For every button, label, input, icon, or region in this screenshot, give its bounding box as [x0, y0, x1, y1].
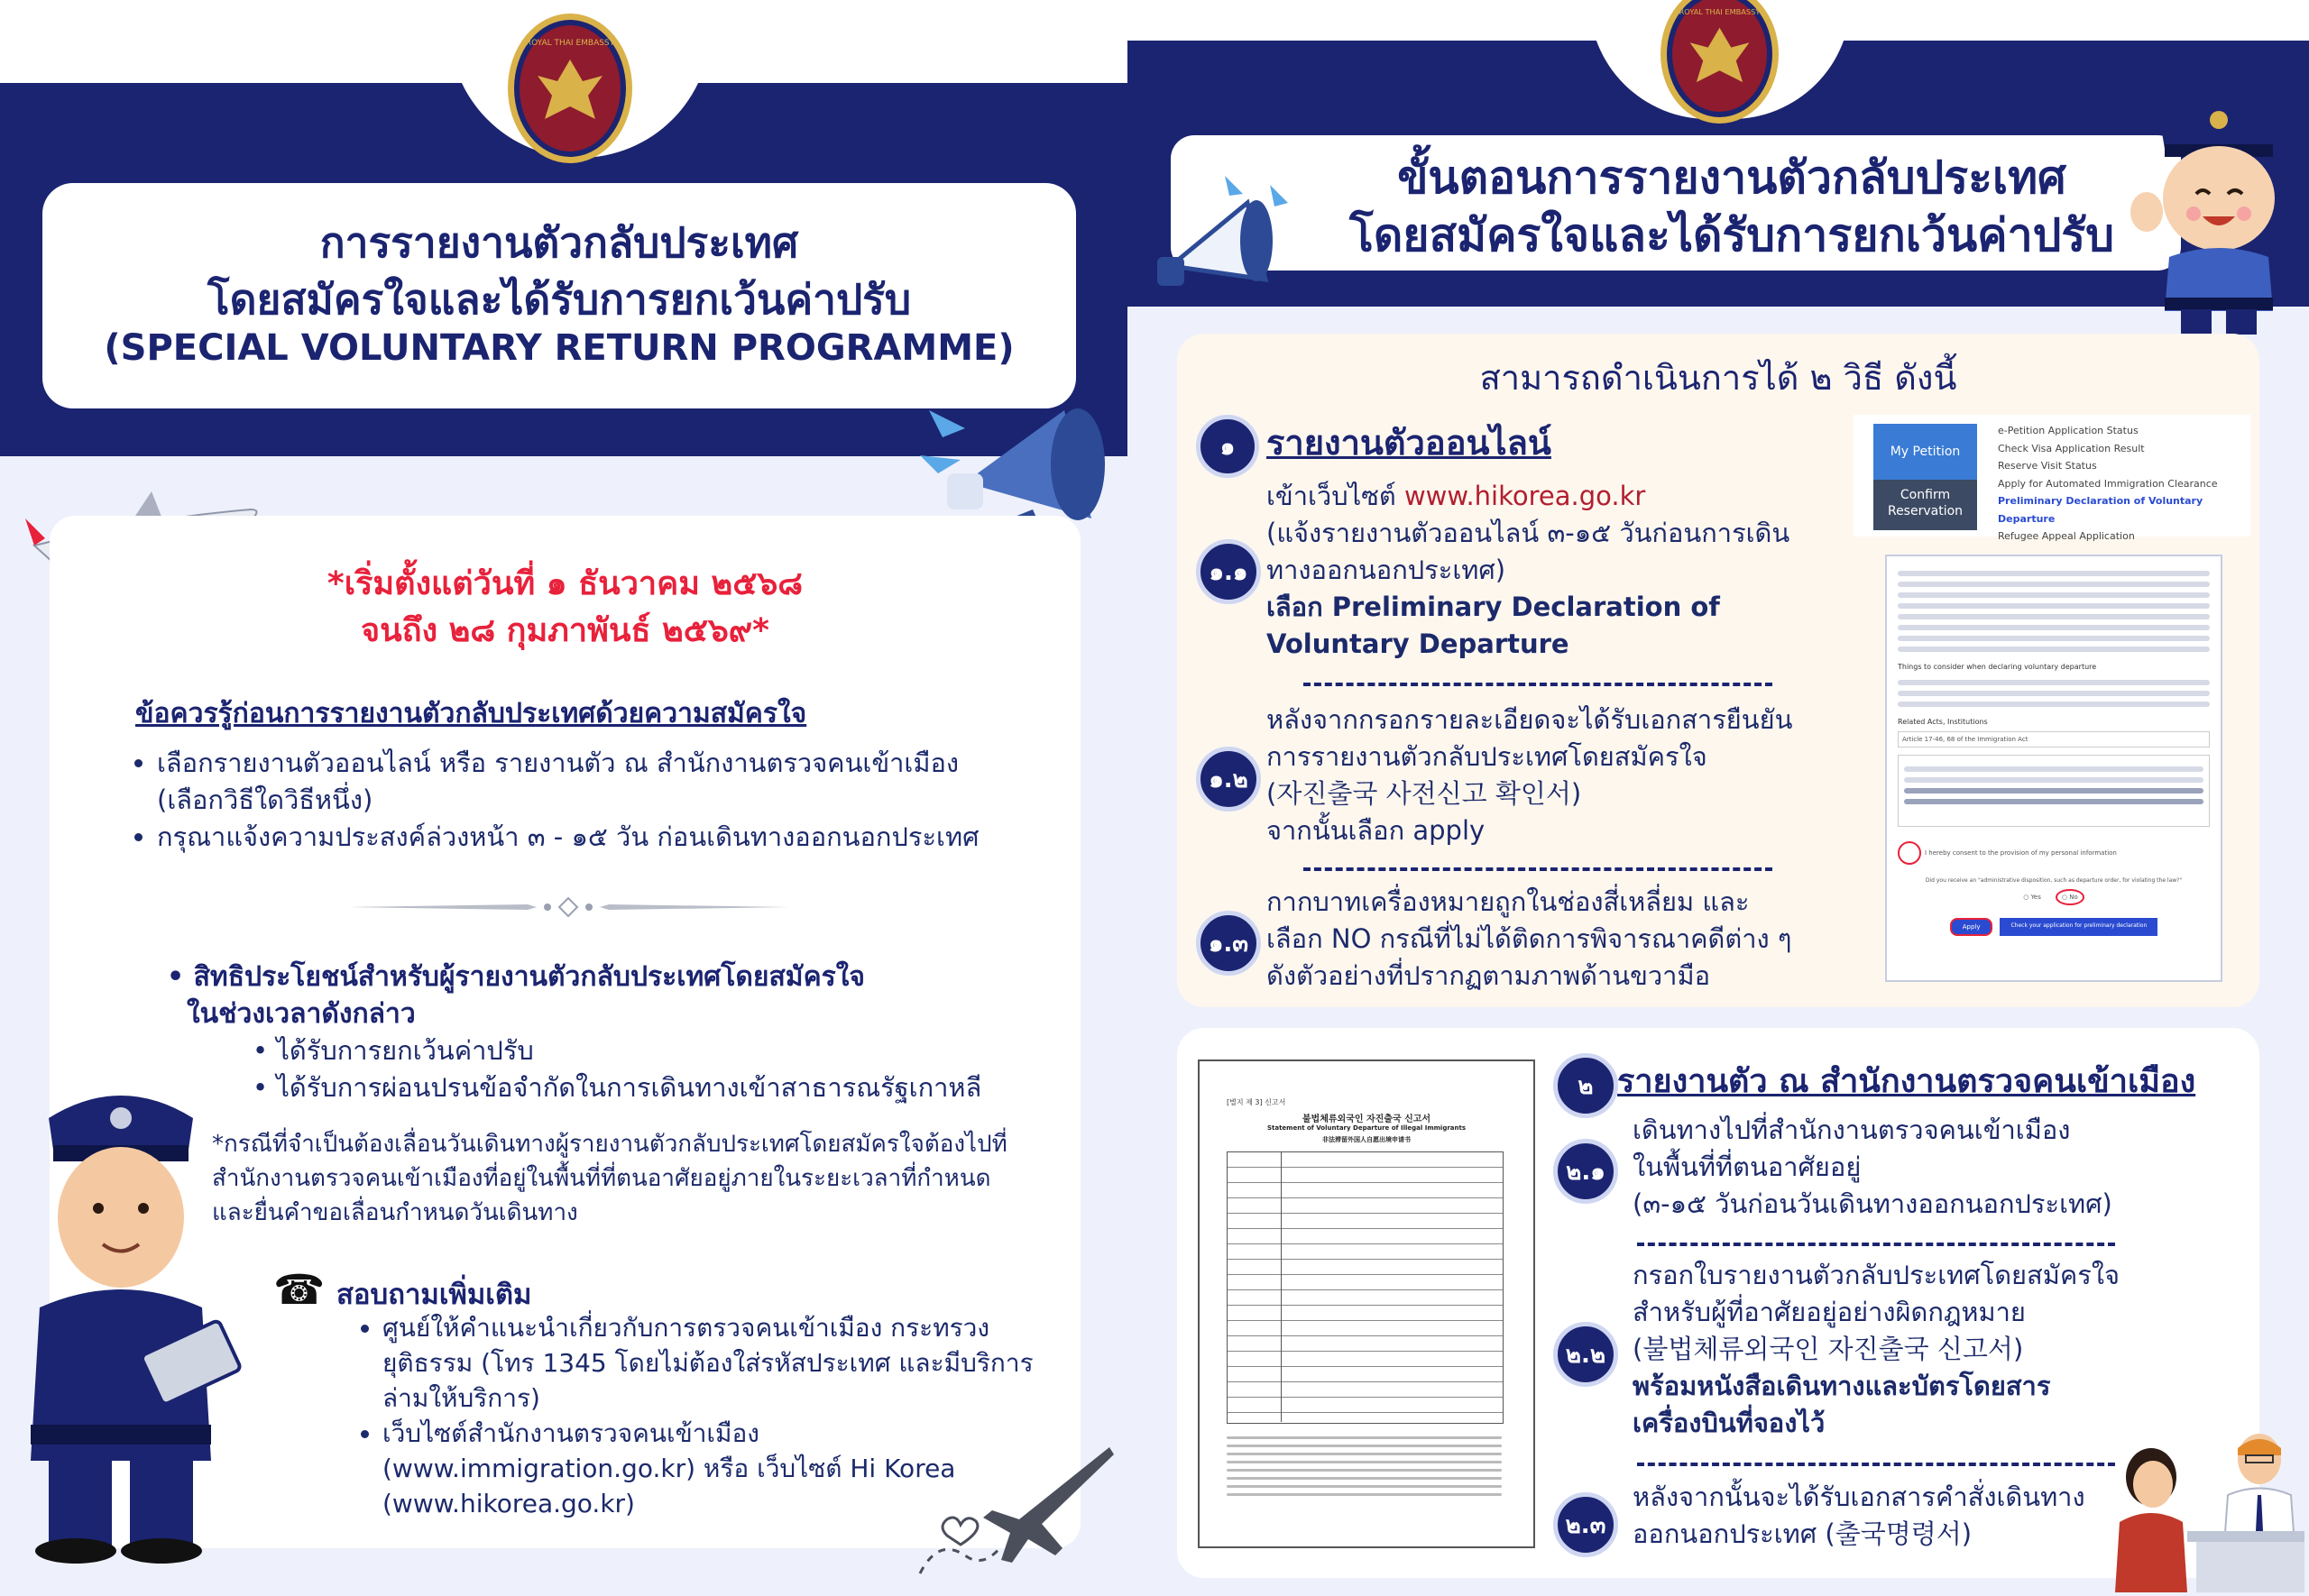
- form-title-en: Statement of Voluntary Departure of Illegal Immigrants: [1266, 1124, 1467, 1132]
- contact-heading: สอบถามเพิ่มเติม: [336, 1279, 532, 1311]
- benefit-item: • ได้รับการยกเว้นค่าปรับ: [253, 1035, 534, 1066]
- step-1-3-line2: เลือก NO กรณีที่ไม่ได้ติดการพิจารณาคดีต่าง ๆ: [1266, 923, 1792, 954]
- step-1-2-text: [1266, 702, 1826, 849]
- step-2-1-line2: ในพื้นที่ที่ตนอาศัยอยู่: [1633, 1151, 1862, 1182]
- dash-divider: [1637, 1243, 2115, 1246]
- office-badge: ๒: [1553, 1053, 1618, 1118]
- step-2-3-badge: ๒.๓: [1553, 1492, 1618, 1557]
- step-1-3-line1: กากบาทเครื่องหมายถูกในช่องสี่เหลี่ยม และ: [1266, 886, 1750, 917]
- apply-button[interactable]: Apply: [1950, 918, 1993, 936]
- menu-item[interactable]: Refugee Appeal Application: [1998, 530, 2135, 542]
- menu-item[interactable]: Check Visa Application Result: [1998, 442, 2145, 454]
- dash-divider: [1637, 1463, 2115, 1466]
- no-radio[interactable]: ○ No: [2056, 889, 2084, 905]
- right-embassy-seal-icon: [1667, 0, 1772, 117]
- svg-text:ROYAL THAI EMBASSY: ROYAL THAI EMBASSY: [525, 39, 615, 48]
- my-petition-tab[interactable]: My Petition: [1873, 424, 1977, 480]
- consent-checkbox-row[interactable]: I hereby consent to the provision of my personal information: [1898, 841, 2210, 865]
- date-line2: จนถึง ๒๘ กุมภาพันธ์ ๒๕๖๙*: [361, 612, 769, 649]
- step-1-1-text: [1266, 478, 1826, 663]
- paper-form-image: [1198, 1059, 1535, 1548]
- step-1-1-line1: เข้าเว็บไซต์ www.hikorea.go.kr: [1266, 481, 1646, 511]
- step-1-1-bold: เลือก Preliminary Declaration of Voluntary Departure: [1266, 592, 1720, 659]
- step-2-3-line1: หลังจากนั้นจะได้รับเอกสารคำสั่งเดินทาง: [1633, 1481, 2085, 1512]
- know-item: • กรุณาแจ้งความประสงค์ล่วงหน้า ๓ - ๑๕ วัน ก่อนเดินทางออกนอกประเทศ: [157, 819, 992, 856]
- step-2-1-line1: เดินทางไปที่สำนักงานตรวจคนเข้าเมือง: [1633, 1114, 2071, 1145]
- left-title-line3: (SPECIAL VOLUNTARY RETURN PROGRAMME): [104, 327, 1015, 369]
- step-2-1-text: [1633, 1112, 2192, 1223]
- left-title-line1: การรายงานตัวกลับประเทศ: [319, 218, 799, 267]
- form-section-1: Things to consider when declaring voluntary departure: [1898, 663, 2097, 671]
- dash-divider: [1303, 867, 1772, 871]
- declaration-form-screenshot: [1885, 555, 2222, 982]
- benefit-list: [253, 1032, 981, 1106]
- contact-item: • เว็บไซต์สำนักงานตรวจคนเข้าเมือง (www.immigration.go.kr) หรือ เว็บไซต์ Hi Korea (www.hikorea.go.kr): [382, 1416, 1055, 1521]
- step-2-2-line1: กรอกใบรายงานตัวกลับประเทศโดยสมัครใจ: [1633, 1260, 2120, 1290]
- contact-item: • ศูนย์ให้คำแนะนำเกี่ยวกับการตรวจคนเข้าเมือง กระทรวงยุติธรรม (โทร 1345 โดยไม่ต้องใส่รหัสประเทศ และมีบริการล่ามให้บริการ): [382, 1310, 1055, 1416]
- benefit-heading-line2: ในช่วงเวลาดังกล่าว: [187, 998, 416, 1030]
- benefit-heading-line1: • สิทธิประโยชน์สำหรับผู้รายงานตัวกลับประเทศโดยสมัครใจ: [167, 961, 865, 993]
- hikorea-menu-screenshot: [1854, 415, 2250, 542]
- step-1-1-line2: (แจ้งรายงานตัวออนไลน์ ๓-๑๕ วันก่อนการเดิน: [1266, 518, 1790, 548]
- consent-checkbox[interactable]: [1898, 841, 1921, 865]
- police-officer-waving-illustration: [2129, 77, 2304, 338]
- right-title-line2: โดยสมัครใจและได้รับการยกเว้นค่าปรับ: [1348, 209, 2115, 261]
- know-heading: ข้อควรรู้ก่อนการรายงานตัวกลับประเทศด้วยความสมัครใจ: [135, 698, 807, 729]
- dash-divider: [1303, 683, 1772, 686]
- step-2-2-bold1: พร้อมหนังสือเดินทางและบัตรโดยสาร: [1633, 1371, 2051, 1401]
- know-list: [135, 745, 992, 856]
- step-1-3-badge: ๑.๓: [1196, 911, 1261, 976]
- online-badge: ๑: [1196, 415, 1259, 478]
- step-1-1-line3: ทางออกนอกประเทศ): [1266, 555, 1506, 585]
- form-section-2: Related Acts, Institutions: [1898, 718, 1988, 726]
- step-2-3-line2: ออกนอกประเทศ (출국명령서): [1633, 1518, 1973, 1549]
- form-corner-label: [별지 제 3] 신고서: [1227, 1098, 1286, 1106]
- right-title-line1: ขั้นตอนการรายงานตัวกลับประเทศ: [1397, 151, 2066, 204]
- benefit-item: • ได้รับการผ่อนปรนข้อจำกัดในการเดินทางเข้าสาธารณรัฐเกาหลี: [253, 1072, 982, 1103]
- step-2-3-text: [1633, 1479, 2138, 1553]
- confirm-reservation-tab[interactable]: Confirm Reservation: [1873, 480, 1977, 530]
- step-2-2-line3: (불법체류외국인 자진출국 신고서): [1633, 1334, 2024, 1364]
- step-1-1-badge: ๑.๑: [1196, 539, 1261, 604]
- step-2-2-text: [1633, 1257, 2192, 1442]
- methods-heading: สามารถดำเนินการได้ ๒ วิธี ดังนี้: [1479, 358, 1957, 398]
- benefit-heading: [167, 959, 865, 1032]
- menu-item[interactable]: Reserve Visit Status: [1998, 460, 2097, 472]
- step-1-3-line3: ดังตัวอย่างที่ปรากฏตามภาพด้านขวามือ: [1266, 960, 1710, 991]
- date-line1: *เริ่มตั้งแต่วันที่ ๑ ธันวาคม ๒๕๖๘: [327, 565, 804, 602]
- ornament-divider: [347, 896, 789, 918]
- airplane-outline-icon: [911, 1438, 1118, 1587]
- immigration-counter-illustration: [2097, 1432, 2304, 1592]
- yes-radio[interactable]: ○ Yes: [2023, 894, 2041, 901]
- check-application-button[interactable]: Check your application for preliminary declaration: [2000, 918, 2157, 936]
- form-title-cn: 非法滞留外国人自愿出境申请书: [1322, 1136, 1411, 1143]
- phone-icon: ☎: [273, 1265, 326, 1314]
- step-1-2-badge: ๑.๒: [1196, 747, 1261, 812]
- right-megaphone-icon: [1144, 167, 1297, 320]
- step-2-1-badge: ๒.๑: [1553, 1139, 1618, 1204]
- violation-question: Did you receive an "administrative disposition, such as departure order, for violating the law?": [1925, 877, 2183, 884]
- hikorea-link[interactable]: www.hikorea.go.kr: [1403, 481, 1646, 511]
- step-2-2-line2: สำหรับผู้ที่อาศัยอยู่อย่างผิดกฎหมาย: [1633, 1297, 2026, 1327]
- svg-text:ROYAL THAI EMBASSY: ROYAL THAI EMBASSY: [1679, 7, 1761, 17]
- step-2-1-line3: (๓-๑๕ วันก่อนวันเดินทางออกนอกประเทศ): [1633, 1188, 2112, 1219]
- form-act-field: Article 17-46, 68 of the Immigration Act: [1898, 731, 2210, 748]
- left-title-line2: โดยสมัครใจและได้รับการยกเว้นค่าปรับ: [207, 275, 912, 324]
- step-1-2-line1: หลังจากกรอกรายละเอียดจะได้รับเอกสารยืนยัน: [1266, 704, 1793, 735]
- police-officer-illustration: [13, 1064, 247, 1569]
- left-embassy-seal-icon: [514, 20, 626, 157]
- step-1-3-text: [1266, 884, 1862, 995]
- menu-list: [1998, 422, 2241, 546]
- step-2-2-badge: ๒.๒: [1553, 1322, 1618, 1387]
- step-1-2-line4: จากนั้นเลือก apply: [1266, 815, 1486, 846]
- step-2-2-bold2: เครื่องบินที่จองไว้: [1633, 1408, 1826, 1438]
- office-heading: รายงานตัว ณ สำนักงานตรวจคนเข้าเมือง: [1617, 1063, 2196, 1100]
- online-heading: รายงานตัวออนไลน์: [1266, 423, 1551, 463]
- step-1-2-line3: (자진출국 사전신고 확인서): [1266, 778, 1582, 809]
- know-item: • เลือกรายงานตัวออนไลน์ หรือ รายงานตัว ณ สำนักงานตรวจคนเข้าเมือง (เลือกวิธีใดวิธีหนึ่ง): [157, 745, 992, 819]
- menu-item[interactable]: e-Petition Application Status: [1998, 425, 2139, 436]
- postpone-note: *กรณีที่จำเป็นต้องเลื่อนวันเดินทางผู้รายงานตัวกลับประเทศโดยสมัครใจต้องไปที่สำนักงานตรวจคนเข้าเมืองที่อยู่ในพื้นที่ที่ตนอาศัยอยู่ภายในระยะเวลาที่กำหนด และยื่นคำขอเลื่อนกำหนดวันเดินทาง: [212, 1131, 1007, 1226]
- menu-item[interactable]: Apply for Automated Immigration Clearance: [1998, 477, 2218, 490]
- menu-item-preliminary-declaration[interactable]: Preliminary Declaration of Voluntary Departure: [1998, 495, 2203, 525]
- form-title-ko: 불법체류외국인 자진출국 신고서: [1302, 1114, 1431, 1124]
- step-1-2-line2: การรายงานตัวกลับประเทศโดยสมัครใจ: [1266, 741, 1707, 772]
